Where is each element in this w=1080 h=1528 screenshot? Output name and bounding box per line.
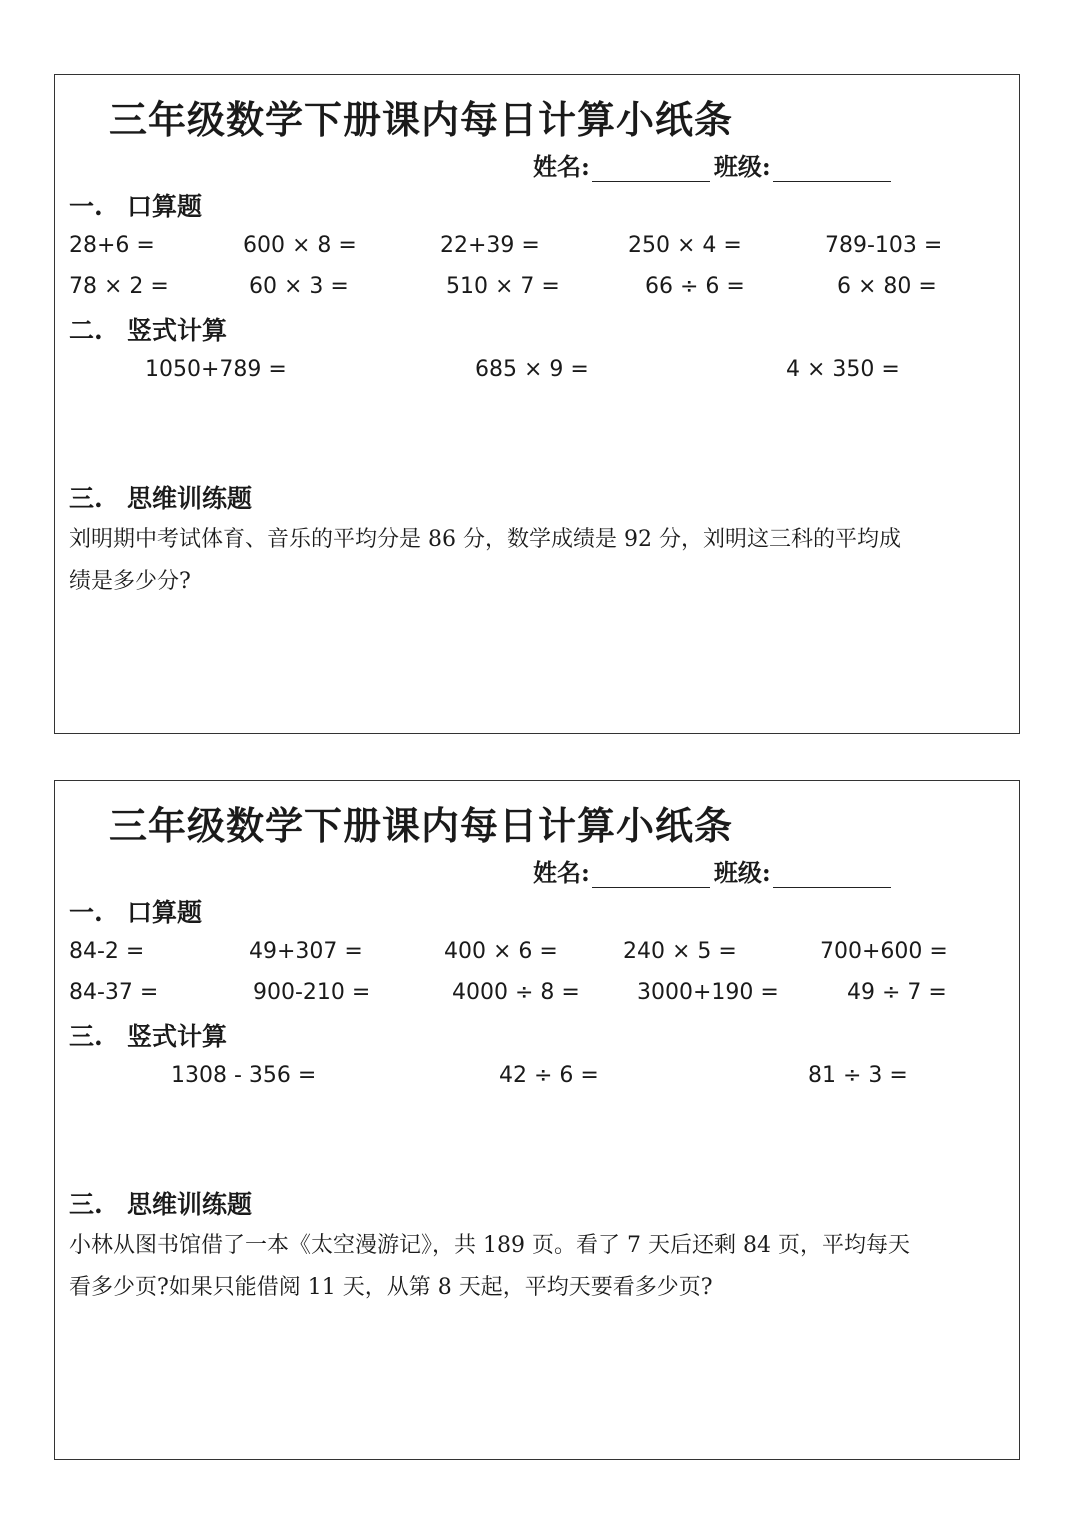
section-number: 二. [69,316,103,345]
name-label: 姓名: [533,858,590,887]
oral-problem: 84-2 = [69,939,145,964]
oral-problem: 400 × 6 = [444,939,558,964]
oral-problem: 78 × 2 = [69,274,169,299]
class-blank[interactable] [773,157,891,182]
vertical-problem: 1308 - 356 = [171,1063,317,1088]
card-title: 三年级数学下册课内每日计算小纸条 [109,97,734,142]
vertical-problem: 42 ÷ 6 = [499,1063,599,1088]
name-label: 姓名: [533,152,590,181]
class-blank[interactable] [773,863,891,888]
oral-problem: 49+307 = [249,939,363,964]
oral-problem: 900-210 = [253,980,371,1005]
name-class-row [533,853,895,888]
section-heading-thinking [69,1185,252,1221]
oral-problem: 4000 ÷ 8 = [452,980,580,1005]
section-heading-oral [69,893,202,929]
word-problem-line: 看多少页?如果只能借阅 11 天，从第 8 天起，平均天要看多少页? [69,1275,713,1300]
worksheet-card-1 [54,74,1020,734]
word-problem-line: 绩是多少分? [69,569,191,594]
section-number: 一. [69,192,103,221]
section-number: 三. [69,1022,103,1051]
worksheet-card-2 [54,780,1020,1460]
section-label: 竖式计算 [127,316,228,345]
section-heading-vertical [69,1017,227,1053]
oral-problem: 3000+190 = [637,980,779,1005]
vertical-problem: 685 × 9 = [475,357,589,382]
word-problem [69,519,1009,603]
section-label: 口算题 [127,898,203,927]
card-title: 三年级数学下册课内每日计算小纸条 [109,803,734,848]
word-problem [69,1225,1009,1309]
oral-problem: 240 × 5 = [623,939,737,964]
oral-problem: 700+600 = [820,939,948,964]
oral-problem: 66 ÷ 6 = [645,274,745,299]
section-label: 口算题 [127,192,203,221]
oral-problem: 28+6 = [69,233,155,258]
class-label: 班级: [713,152,771,181]
name-blank[interactable] [592,157,710,182]
name-class-row [533,147,895,182]
section-number: 三. [69,1190,103,1219]
oral-problem: 510 × 7 = [446,274,560,299]
oral-problem: 250 × 4 = [628,233,742,258]
section-number: 一. [69,898,103,927]
section-label: 思维训练题 [127,1190,253,1219]
word-problem-line: 小林从图书馆借了一本《太空漫游记》，共 189 页。看了 7 天后还剩 84 页，平均每天 [69,1233,910,1258]
oral-problem: 84-37 = [69,980,159,1005]
name-blank[interactable] [592,863,710,888]
section-number: 三. [69,484,103,513]
vertical-problem: 4 × 350 = [786,357,900,382]
section-heading-oral [69,187,202,223]
oral-problem: 49 ÷ 7 = [847,980,947,1005]
section-heading-thinking [69,479,252,515]
oral-problem: 6 × 80 = [837,274,937,299]
section-heading-vertical [69,311,227,347]
section-label: 思维训练题 [127,484,253,513]
section-label: 竖式计算 [127,1022,228,1051]
class-label: 班级: [713,858,771,887]
word-problem-line: 刘明期中考试体育、音乐的平均分是 86 分，数学成绩是 92 分，刘明这三科的平均成 [69,527,901,552]
oral-problem: 789-103 = [825,233,943,258]
oral-problem: 22+39 = [440,233,540,258]
vertical-problem: 1050+789 = [145,357,287,382]
vertical-problem: 81 ÷ 3 = [808,1063,908,1088]
oral-problem: 600 × 8 = [243,233,357,258]
oral-problem: 60 × 3 = [249,274,349,299]
